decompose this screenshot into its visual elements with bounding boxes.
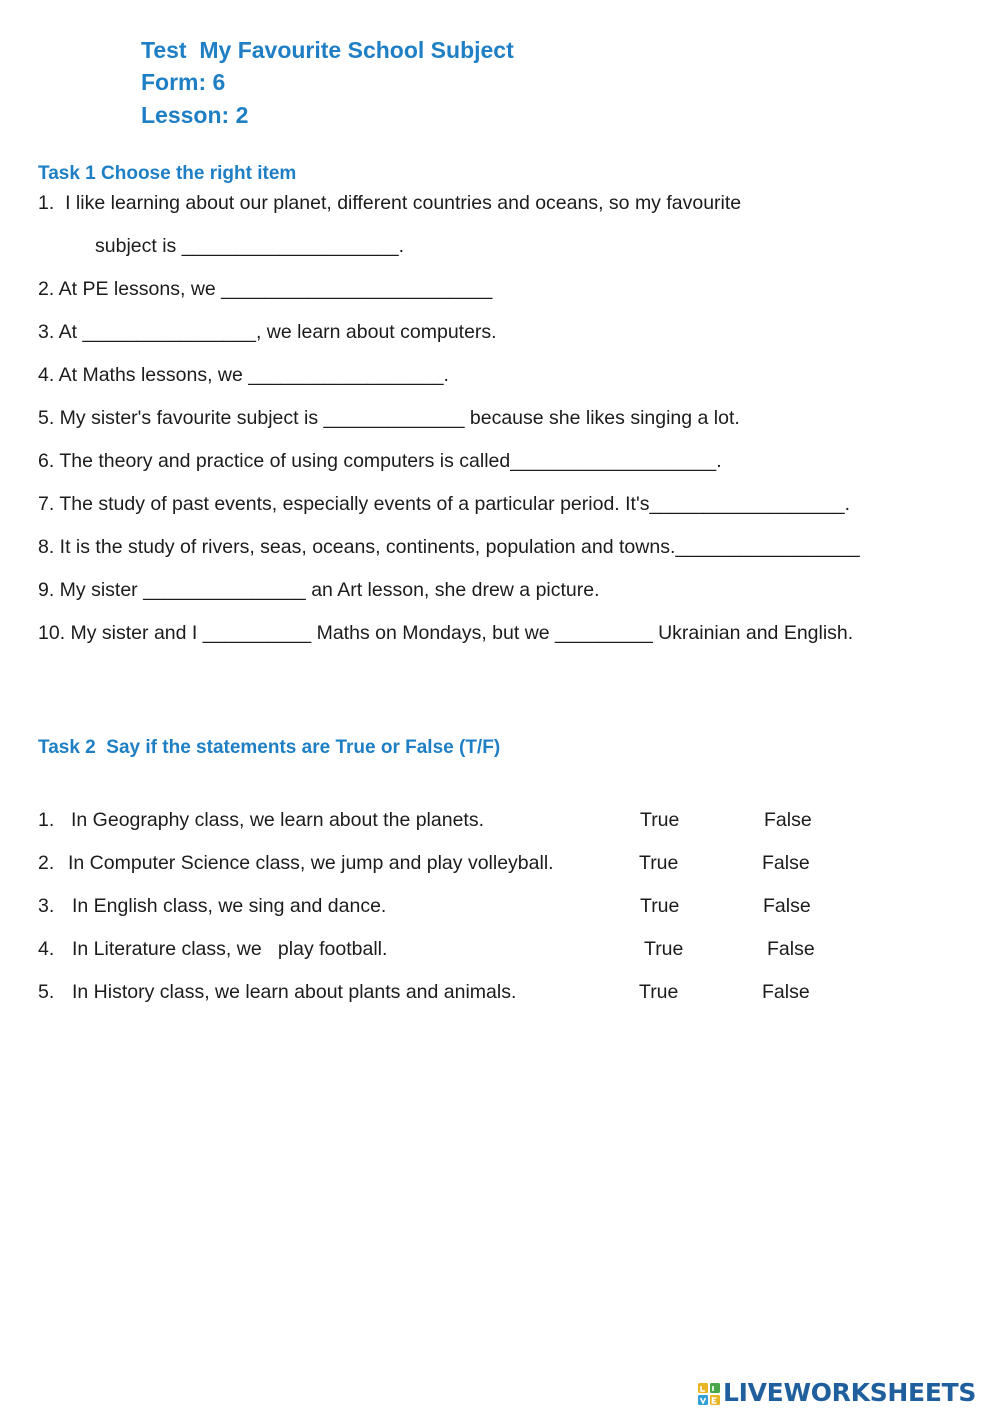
true-option[interactable]: True <box>639 852 679 874</box>
task2-statement-row <box>38 936 938 962</box>
task1-question-1-continued[interactable]: subject is ____________________. <box>95 235 405 257</box>
statement-text: In Literature class, we play football. <box>72 938 388 960</box>
false-option[interactable]: False <box>764 809 812 831</box>
task2-statement-row <box>38 893 938 919</box>
statement-number: 3. <box>38 895 55 917</box>
task2-statement-row <box>38 807 938 833</box>
false-option[interactable]: False <box>762 852 810 874</box>
task1-question-2[interactable]: 2. At PE lessons, we _________________________ <box>38 278 493 300</box>
task1-question-8[interactable]: 8. It is the study of rivers, seas, oceans, continents, population and towns._________________ <box>38 536 860 558</box>
true-option[interactable]: True <box>640 809 680 831</box>
statement-text: In History class, we learn about plants and animals. <box>72 981 517 1003</box>
task1-question-4[interactable]: 4. At Maths lessons, we __________________. <box>38 364 449 386</box>
lesson-label: Lesson: 2 <box>141 102 249 128</box>
statement-number: 5. <box>38 981 55 1003</box>
statement-number: 1. <box>38 809 55 831</box>
task2-title: Task 2 Say if the statements are True or False (T/F) <box>38 737 501 758</box>
task1-question-10[interactable]: 10. My sister and I __________ Maths on Mondays, but we _________ Ukrainian and English. <box>38 622 854 644</box>
false-option[interactable]: False <box>767 938 815 960</box>
worksheet-title: Test My Favourite School Subject <box>141 37 514 63</box>
task2-statement-row <box>38 850 938 876</box>
task1-question-5[interactable]: 5. My sister's favourite subject is _____________ because she likes singing a lot. <box>38 407 740 429</box>
false-option[interactable]: False <box>762 981 810 1003</box>
task1-question-1: 1. I like learning about our planet, different countries and oceans, so my favourite <box>38 192 742 214</box>
task1-question-7[interactable]: 7. The study of past events, especially events of a particular period. It's__________________. <box>38 493 851 515</box>
task1-question-6[interactable]: 6. The theory and practice of using computers is called___________________. <box>38 450 722 472</box>
task1-question-3[interactable]: 3. At ________________, we learn about computers. <box>38 321 497 343</box>
statement-text: In English class, we sing and dance. <box>72 895 387 917</box>
task2-statement-row <box>38 979 938 1005</box>
liveworksheets-logo-icon <box>697 1382 721 1406</box>
task1-title: Task 1 Choose the right item <box>38 163 297 184</box>
logo-wordmark: LIVEWORKSHEETS <box>723 1378 977 1407</box>
statement-number: 4. <box>38 938 55 960</box>
true-option[interactable]: True <box>639 981 679 1003</box>
statement-text: In Computer Science class, we jump and play volleyball. <box>68 852 554 874</box>
task1-question-9[interactable]: 9. My sister _______________ an Art lesson, she drew a picture. <box>38 579 600 601</box>
false-option[interactable]: False <box>763 895 811 917</box>
true-option[interactable]: True <box>640 895 680 917</box>
liveworksheets-logo <box>697 1378 997 1408</box>
statement-text: In Geography class, we learn about the planets. <box>71 809 485 831</box>
statement-number: 2. <box>38 852 55 874</box>
form-label: Form: 6 <box>141 69 226 95</box>
true-option[interactable]: True <box>644 938 684 960</box>
